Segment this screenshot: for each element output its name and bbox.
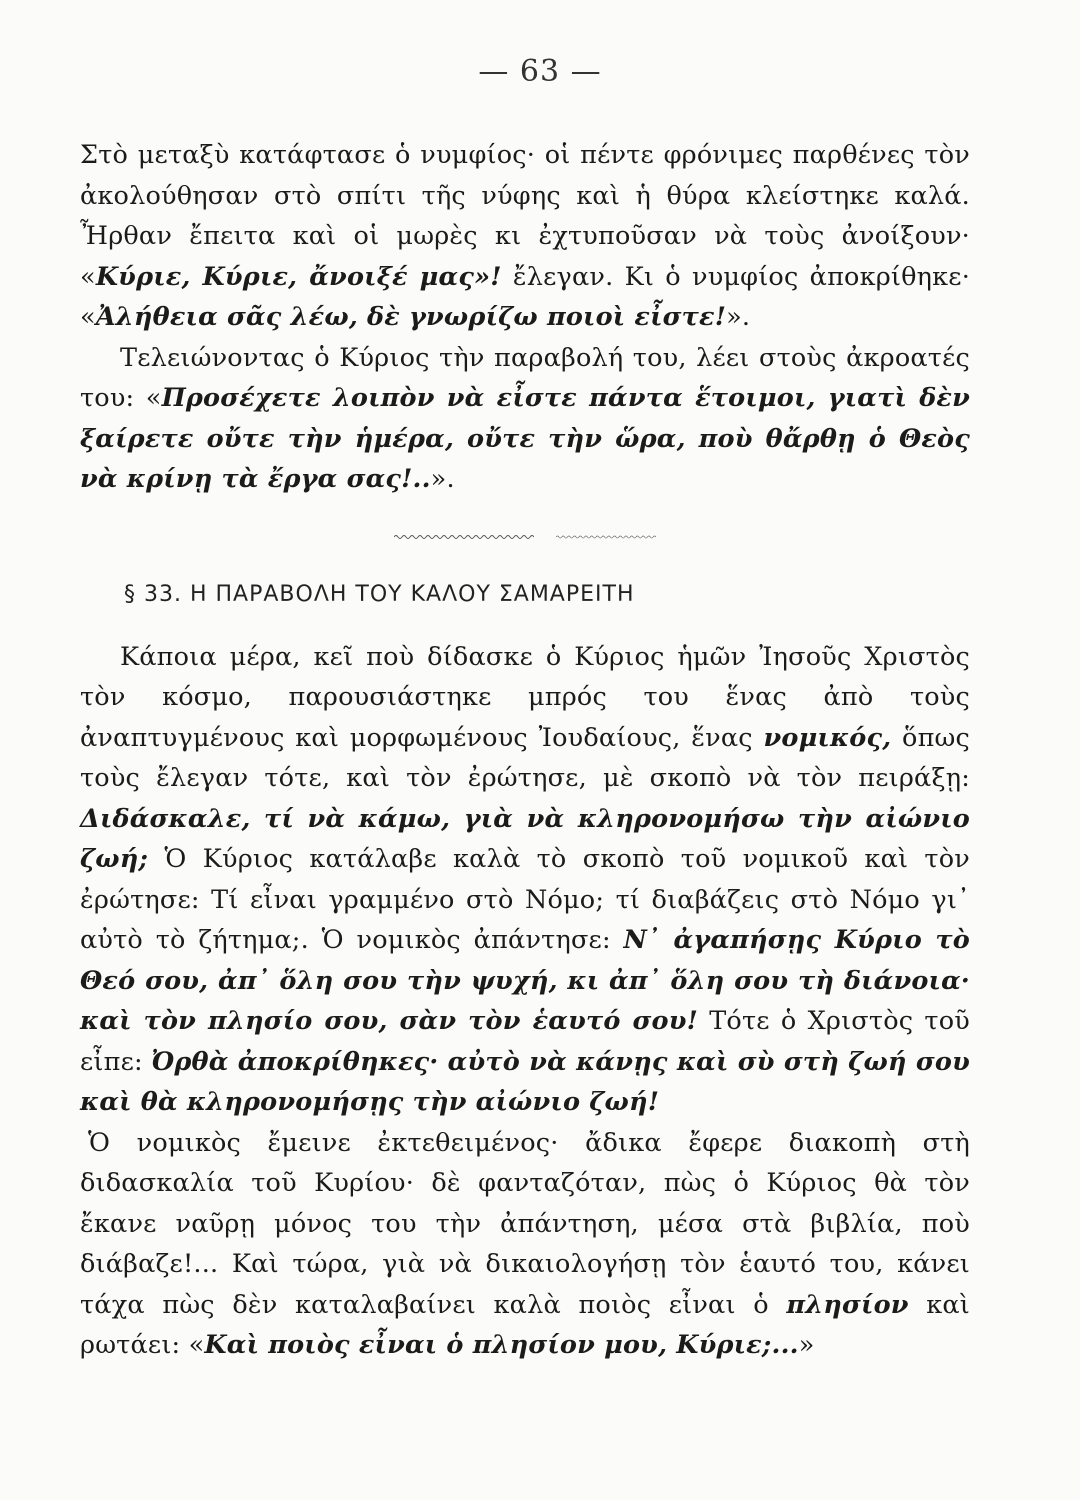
paragraph — [80, 135, 970, 338]
emphasized-text: Ὀρθὰ ἀποκρίθηκες· αὐτὸ νὰ κάνῃς καὶ σὺ στὴ ζωή σου καὶ θὰ κληρονομήσῃς τὴν αἰώνιο ζωή! — [80, 1046, 970, 1117]
top-text-block — [80, 135, 970, 500]
wavy-rule-left — [394, 534, 534, 540]
emphasized-text: Κύριε, Κύριε, ἄνοιξέ μας»! — [95, 261, 502, 292]
emphasized-text: Διδάσκαλε, τί νὰ κάμω, γιὰ νὰ κληρονομήσω τὴν αἰώνιο ζωή; — [80, 803, 970, 874]
text-run: Στὸ μεταξὺ κατάφτασε ὁ νυμφίος· οἱ πέντε φρόνιμες παρθένες τὸν ἀκολούθησαν στὸ σπίτι τῆς νύφης καὶ ἡ θύρα κλείστηκε καλά. Ἦρθαν ἔπειτα καὶ οἱ μωρὲς κι ἐχτυποῦσαν νὰ τοὺς ἀνοίξουν· « — [80, 140, 970, 292]
text-run: Κάποια μέρα, κεῖ ποὺ δίδασκε ὁ Κύριος ἡμῶν Ἰησοῦς Χριστὸς τὸν κόσμο, παρουσιάστηκε μπρός του ἕνας ἀπὸ τοὺς ἀναπτυγμένους καὶ μορφωμένους Ἰουδαίους, ἕνας — [80, 641, 970, 753]
section-separator — [80, 534, 970, 540]
emphasized-text: Ν᾽ ἀγαπήσῃς Κύριο τὸ Θεό σου, ἀπ᾽ ὅλη σου τὴν ψυχή, κι ἀπ᾽ ὅλη σου τὴ διάνοια· καὶ τὸν πλησίο σου, σὰν τὸν ἑαυτό σου! — [80, 925, 970, 1036]
text-run: ἔλεγαν. Κι ὁ νυμφίος ἀποκρίθηκε· « — [80, 261, 971, 332]
paragraph — [80, 338, 970, 500]
paragraph — [80, 1123, 970, 1366]
text-run: ». — [726, 302, 751, 332]
book-page — [80, 54, 970, 1366]
text-run: Ὁ Κύριος κατάλαβε καλὰ τὸ σκοπὸ τοῦ νομικοῦ καὶ τὸν ἐρώτησε: Τί εἶναι γραμμένο στὸ Νόμο; τί διαβάζεις στὸ Νόμο γι᾽ αὐτὸ τὸ ζήτημα;. Ὁ νομικὸς ἀπάντησε: — [80, 844, 970, 955]
text-run: ὅπως τοὺς ἔλεγαν τότε, καὶ τὸν ἐρώτησε, μὲ σκοπὸ νὰ τὸν πειράξῃ: — [80, 722, 971, 793]
emphasized-text: Καὶ ποιὸς εἶναι ὁ πλησίον μου, Κύριε;... — [204, 1330, 799, 1360]
text-run: ». — [430, 464, 455, 494]
text-run: Τότε ὁ Χριστὸς τοῦ εἶπε: — [80, 1006, 970, 1077]
text-run: » — [798, 1330, 815, 1360]
text-run: Τελειώνοντας ὁ Κύριος τὴν παραβολή του, λέει στοὺς ἀκροατές του: « — [80, 342, 970, 413]
emphasized-text: πλησίον — [786, 1289, 909, 1320]
emphasized-text: Προσέχετε λοιπὸν νὰ εἶστε πάντα ἕτοιμοι, γιατὶ δὲν ξαίρετε οὔτε τὴν ἡμέρα, οὔτε τὴν ὥρα, ποὺ θἄρθῃ ὁ Θεὸς νὰ κρίνῃ τὰ ἔργα σας!.. — [80, 383, 970, 494]
paragraph — [80, 637, 970, 1123]
wavy-rule-right — [556, 534, 656, 540]
text-run: Ὁ νομικὸς ἔμεινε ἐκτεθειμένος· ἄδικα ἔφερε διακοπὴ στὴ διδασκαλία τοῦ Κυρίου· δὲ φανταζόταν, πὼς ὁ Κύριος θὰ τὸν ἔκανε ναῦρῃ μόνος του τὴν ἀπάντηση, μέσα στὰ βιβλία, ποὺ διάβαζε!... Καὶ τώρα, γιὰ νὰ δικαιολογήσῃ τὸν ἑαυτό του, κάνει τάχα πὼς δὲν καταλαβαίνει καλὰ ποιὸς εἶναι ὁ — [80, 1127, 970, 1320]
emphasized-text: νομικός, — [763, 722, 892, 753]
page-number: — 63 — — [478, 54, 602, 89]
bottom-text-block — [80, 637, 970, 1366]
emphasized-text: Ἀλήθεια σᾶς λέω, δὲ γνωρίζω ποιοὶ εἶστε! — [95, 302, 727, 332]
section-title: § 33. Η ΠΑΡΑΒΟΛΗ ΤΟΥ ΚΑΛΟΥ ΣΑΜΑΡΕΙΤΗ — [124, 581, 635, 607]
text-run: καὶ ρωτάει: « — [80, 1289, 971, 1360]
